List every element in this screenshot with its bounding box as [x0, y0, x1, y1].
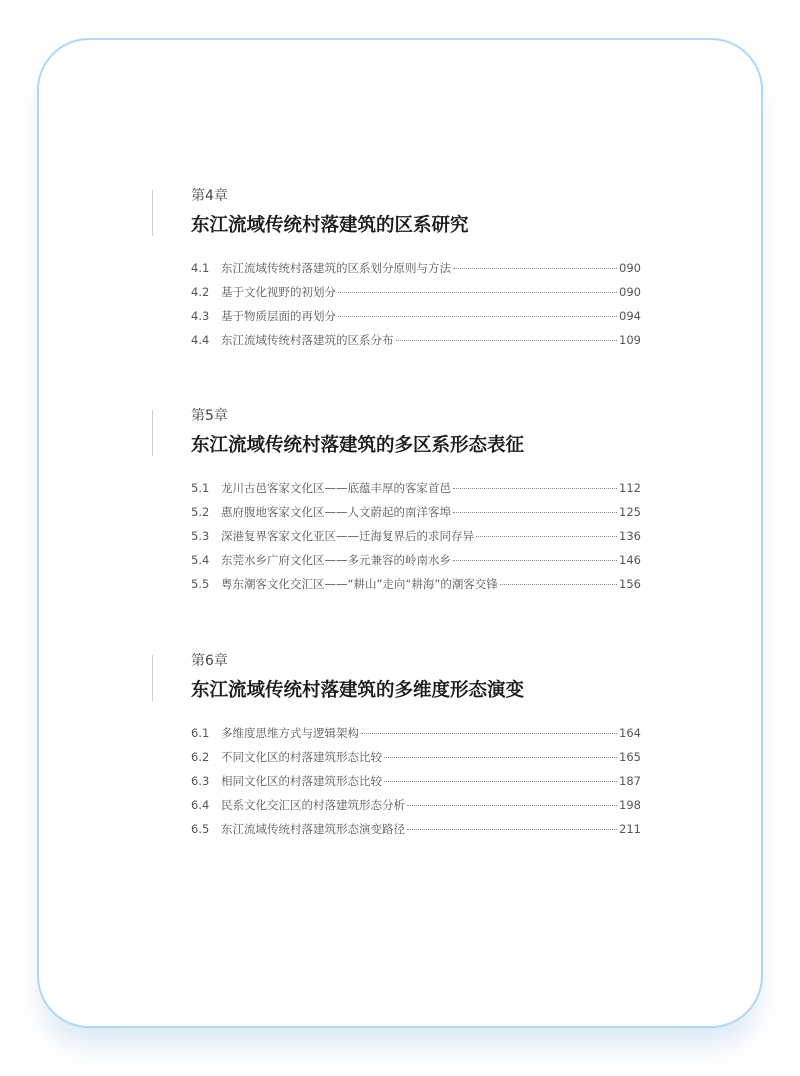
page-number: 090 [619, 285, 641, 299]
dot-leader [407, 829, 617, 830]
section-title: 东江流域传统村落建筑的区系分布 [221, 333, 394, 347]
page-number: 198 [619, 798, 641, 812]
chapter-title: 东江流域传统村落建筑的区系研究 [191, 215, 469, 236]
section-title: 东莞水乡广府文化区——多元兼容的岭南水乡 [221, 553, 451, 567]
dot-leader [453, 560, 617, 561]
page-number: 109 [619, 333, 641, 347]
section-number: 6.4 [191, 798, 210, 812]
section-number: 6.1 [191, 726, 210, 740]
page-number: 125 [619, 505, 641, 519]
dot-leader [396, 340, 618, 341]
section-number: 4.3 [191, 309, 210, 323]
page-number: 156 [619, 577, 641, 591]
toc-entry[interactable] [191, 260, 641, 284]
page-number: 187 [619, 774, 641, 788]
chapter-label: 第5章 [191, 408, 228, 424]
section-number: 6.2 [191, 750, 210, 764]
toc-entry[interactable] [191, 504, 641, 528]
chapter-label: 第6章 [191, 653, 228, 669]
dot-leader [453, 268, 617, 269]
toc-entry[interactable] [191, 528, 641, 552]
chapter-label: 第4章 [191, 188, 228, 204]
toc-entry[interactable] [191, 308, 641, 332]
section-title: 基于文化视野的初划分 [221, 285, 336, 299]
section-number: 6.5 [191, 822, 210, 836]
section-number: 4.4 [191, 333, 210, 347]
section-title: 多维度思维方式与逻辑架构 [221, 726, 359, 740]
dot-leader [384, 757, 617, 758]
toc-entry[interactable] [191, 552, 641, 576]
chapter-divider [152, 655, 153, 701]
section-title: 深港复界客家文化亚区——迁海复界后的求同存异 [221, 529, 474, 543]
chapter-divider [152, 190, 153, 236]
dot-leader [500, 584, 617, 585]
toc-entry[interactable] [191, 773, 641, 797]
dot-leader [407, 805, 617, 806]
toc-entry[interactable] [191, 749, 641, 773]
section-title: 惠府腹地客家文化区——人文蔚起的南洋客埠 [221, 505, 451, 519]
section-title: 不同文化区的村落建筑形态比较 [221, 750, 382, 764]
toc-entry[interactable] [191, 725, 641, 749]
toc-entry[interactable] [191, 797, 641, 821]
chapter-title: 东江流域传统村落建筑的多区系形态表征 [191, 435, 525, 456]
section-title: 粤东潮客文化交汇区——“耕山”走向“耕海”的潮客交锋 [221, 577, 498, 591]
section-number: 5.5 [191, 577, 210, 591]
section-number: 5.1 [191, 481, 210, 495]
dot-leader [384, 781, 617, 782]
section-title: 东江流域传统村落建筑形态演变路径 [221, 822, 405, 836]
section-title: 龙川古邑客家文化区——底蕴丰厚的客家首邑 [221, 481, 451, 495]
chapter-title: 东江流域传统村落建筑的多维度形态演变 [191, 680, 525, 701]
page-number: 094 [619, 309, 641, 323]
page-number: 165 [619, 750, 641, 764]
dot-leader [453, 512, 617, 513]
chapter-divider [152, 410, 153, 456]
toc-entry[interactable] [191, 576, 641, 600]
page-number: 146 [619, 553, 641, 567]
dot-leader [476, 536, 617, 537]
toc-entry[interactable] [191, 821, 641, 845]
page-number: 112 [619, 481, 641, 495]
section-number: 6.3 [191, 774, 210, 788]
page-number: 164 [619, 726, 641, 740]
toc-entry[interactable] [191, 480, 641, 504]
page-number: 090 [619, 261, 641, 275]
page-number: 211 [619, 822, 641, 836]
section-title: 基于物质层面的再划分 [221, 309, 336, 323]
section-title: 民系文化交汇区的村落建筑形态分析 [221, 798, 405, 812]
toc-entry[interactable] [191, 284, 641, 308]
section-title: 相同文化区的村落建筑形态比较 [221, 774, 382, 788]
toc-list [191, 260, 641, 356]
toc-entry[interactable] [191, 332, 641, 356]
dot-leader [338, 316, 617, 317]
section-number: 5.3 [191, 529, 210, 543]
dot-leader [453, 488, 617, 489]
dot-leader [361, 733, 617, 734]
dot-leader [338, 292, 617, 293]
section-number: 5.2 [191, 505, 210, 519]
toc-list [191, 725, 641, 845]
section-number: 4.2 [191, 285, 210, 299]
section-number: 5.4 [191, 553, 210, 567]
section-title: 东江流域传统村落建筑的区系划分原则与方法 [221, 261, 451, 275]
toc-list [191, 480, 641, 600]
section-number: 4.1 [191, 261, 210, 275]
page-number: 136 [619, 529, 641, 543]
